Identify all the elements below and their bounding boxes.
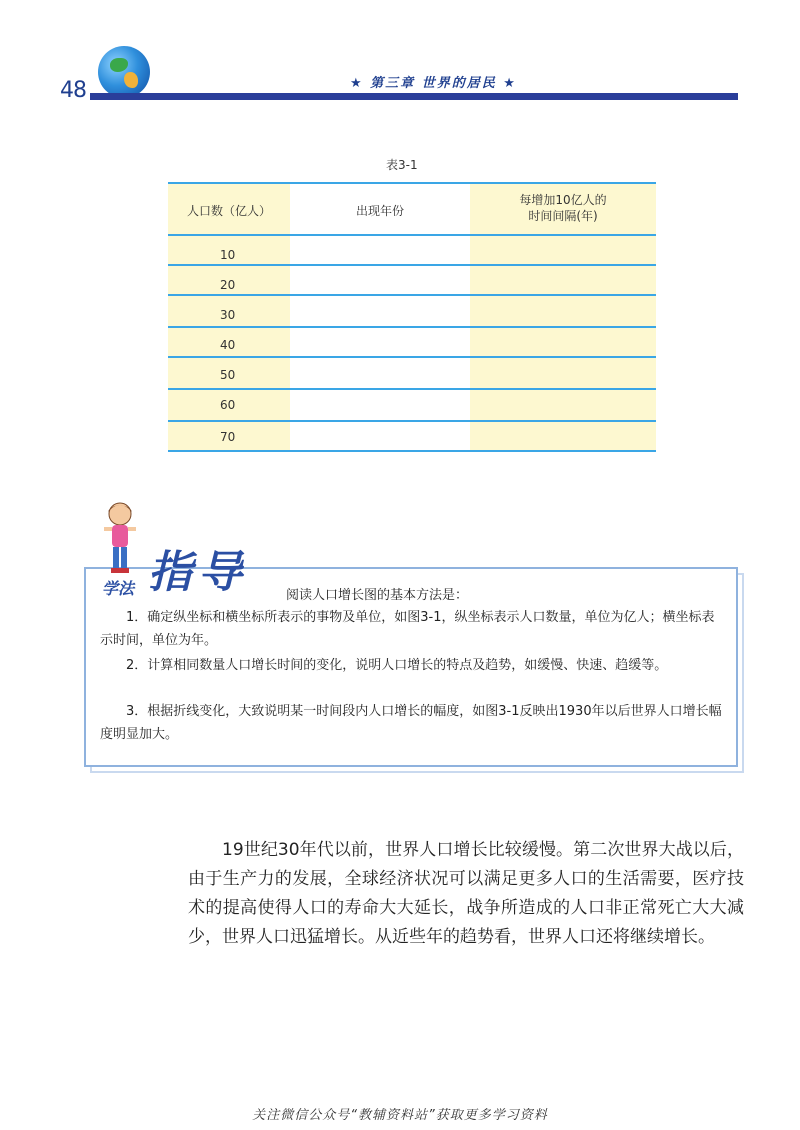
header-year: 出现年份 <box>355 204 404 218</box>
guide-item-1: 1．确定纵坐标和横坐标所表示的事物及单位，如图3-1，纵坐标表示人口数量，单位为亿人；横坐标表示时间，单位为年。 <box>100 610 715 648</box>
row-value: 40 <box>220 338 236 352</box>
guide-item-3: 3．根据折线变化，大致说明某一时间段内人口增长的幅度，如图3-1反映出1930年以后世界人口增长幅度明显加大。 <box>100 704 722 742</box>
table-line <box>168 294 656 296</box>
page-number: 48 <box>60 78 86 103</box>
guide-item-2: 2．计算相同数量人口增长时间的变化，说明人口增长的特点及趋势，如缓慢、快速、趋缓等。 <box>126 658 668 673</box>
guide-intro: 阅读人口增长图的基本方法是： <box>286 588 469 603</box>
table-caption: 表3-1 <box>386 158 418 172</box>
table-line <box>168 356 656 358</box>
table-line <box>168 388 656 390</box>
guide-label-big: 指导 <box>148 547 248 598</box>
table-line <box>168 326 656 328</box>
chapter-title: ★ 第三章 世界的居民 ★ <box>350 76 517 91</box>
table-line <box>168 182 656 184</box>
body-paragraph: 19世纪30年代以前，世界人口增长比较缓慢。第二次世界大战以后，由于生产力的发展，全球经济状况可以满足更多人口的生活需要，医疗技术的提高使得人口的寿命大大延长，战争所造成的人口非正常死亡大大减少，世界人口迅猛增长。从近些年的趋势看，世界人口还将继续增长。 <box>188 840 744 947</box>
footer-note: 关注微信公众号“教辅资料站”获取更多学习资料 <box>252 1108 548 1123</box>
population-table <box>168 182 656 452</box>
student-mascot-icon <box>100 500 140 580</box>
table-line <box>168 420 656 422</box>
table-line <box>168 450 656 452</box>
globe-icon <box>98 46 150 98</box>
table-line <box>168 264 656 266</box>
guide-label-small: 学法 <box>102 579 135 598</box>
header-bar <box>90 93 738 100</box>
header-population: 人口数（亿人） <box>186 204 271 218</box>
table-line <box>168 234 656 236</box>
header-interval: 每增加10亿人的 时间间隔(年) <box>519 193 607 223</box>
row-value: 30 <box>220 308 236 322</box>
row-value: 20 <box>220 278 236 292</box>
row-value: 70 <box>220 430 236 444</box>
row-value: 50 <box>220 368 236 382</box>
row-value: 10 <box>220 248 236 262</box>
row-value: 60 <box>220 398 236 412</box>
